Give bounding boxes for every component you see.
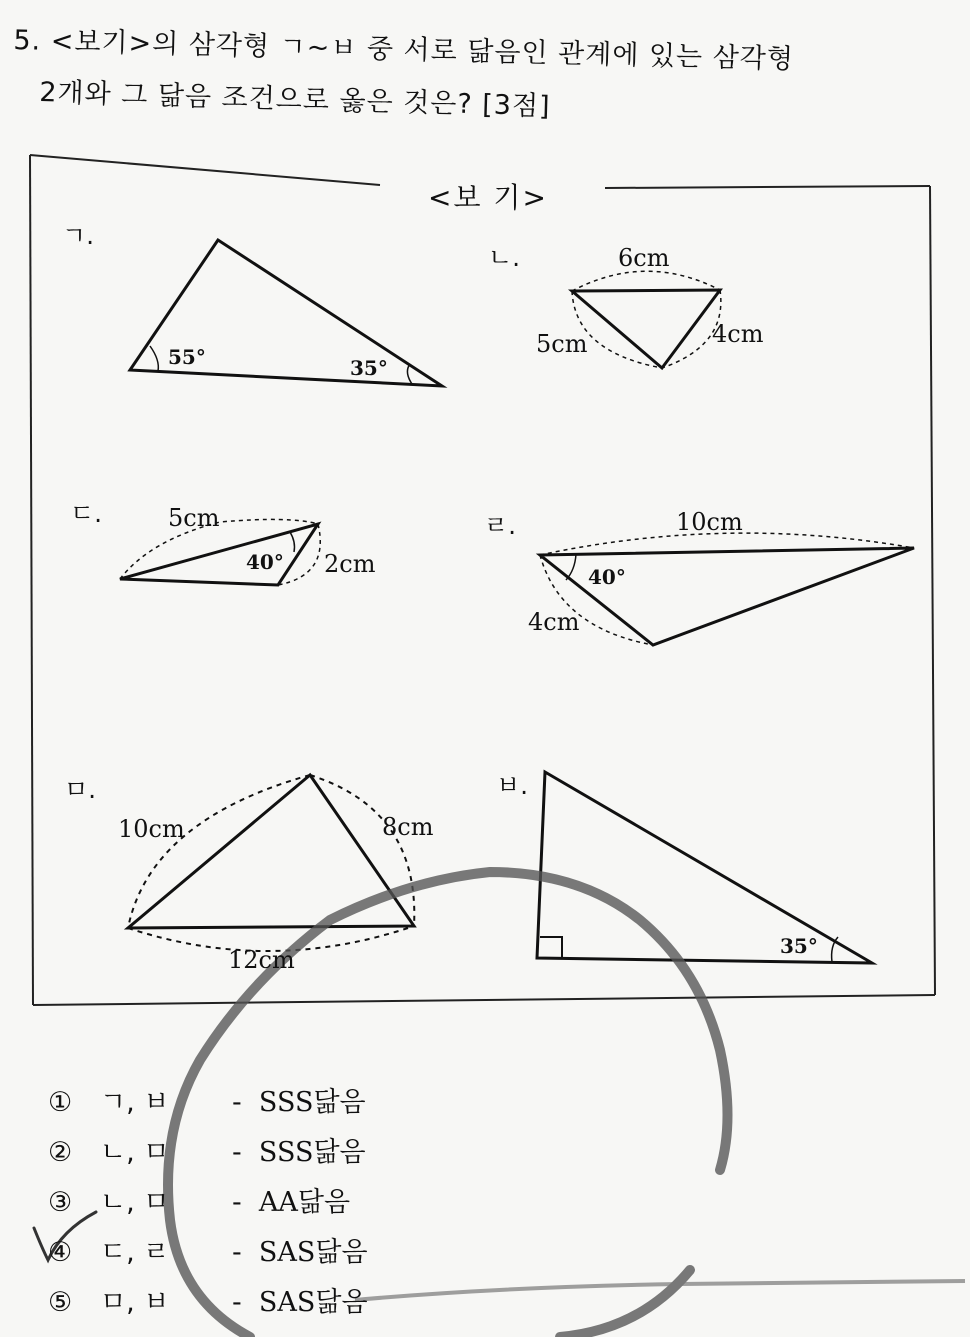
answer-choice-5[interactable] [48, 1280, 368, 1319]
side-label-10cm-mieum: 10cm [118, 815, 185, 843]
choice-criterion-kr: 닮음 [315, 1287, 368, 1318]
choice-criterion: SSS [258, 1087, 314, 1118]
choice-criterion: SSS [258, 1137, 314, 1168]
choice-pair: ㄱ, ㅂ [100, 1087, 170, 1118]
choice-criterion: SAS [258, 1237, 316, 1268]
choice-separator: - [232, 1237, 242, 1268]
choice-pair: ㅁ, ㅂ [100, 1287, 170, 1318]
answer-choice-1[interactable] [48, 1080, 366, 1119]
choice-number: ④ [48, 1237, 73, 1268]
figure-label-na: ㄴ. [488, 243, 521, 272]
choice-pair: ㄷ, ㄹ [100, 1237, 170, 1268]
triangle-da [120, 519, 320, 585]
question-line-2: 2개와 그 닮음 조건으로 옳은 것은? [3점] [38, 76, 552, 123]
choice-pair: ㄴ, ㅁ [100, 1187, 170, 1218]
answer-choice-2[interactable] [48, 1130, 366, 1169]
choice-separator: - [232, 1187, 242, 1218]
side-label-4cm-ra: 4cm [528, 608, 580, 636]
choice-criterion-kr: 닮음 [313, 1137, 366, 1168]
answer-choice-3[interactable] [48, 1180, 350, 1219]
triangle-bieup [537, 772, 872, 963]
side-label-12cm: 12cm [228, 946, 295, 974]
figure-label-ga: ㄱ. [62, 221, 95, 250]
figure-label-ra: ㄹ. [484, 511, 517, 540]
question-line-1: 5. <보기>의 삼각형 ㄱ~ㅂ 중 서로 닮음인 관계에 있는 삼각형 [13, 24, 795, 76]
triangle-na [572, 271, 721, 368]
figure-label-da: ㄷ. [70, 499, 103, 528]
choice-criterion-kr: 닮음 [313, 1087, 366, 1118]
side-label-5cm: 5cm [536, 330, 588, 358]
choice-criterion-kr: 닮음 [297, 1187, 351, 1218]
side-label-10cm-ra: 10cm [676, 508, 743, 536]
choice-number: ⑤ [48, 1287, 73, 1318]
angle-label-40-ra: 40° [588, 565, 626, 589]
choice-criterion: SAS [258, 1287, 316, 1318]
side-label-4cm: 4cm [712, 320, 764, 348]
choice-separator: - [232, 1137, 242, 1168]
choice-separator: - [232, 1287, 242, 1318]
choice-criterion-kr: 닮음 [315, 1237, 368, 1268]
choice-separator: - [232, 1087, 242, 1118]
angle-label-35-bieup: 35° [780, 934, 818, 958]
choice-number: ① [48, 1087, 73, 1118]
figure-label-mieum: ㅁ. [64, 775, 97, 804]
angle-label-35: 35° [350, 356, 388, 380]
choice-pair: ㄴ, ㅁ [100, 1137, 170, 1168]
side-label-5cm-da: 5cm [168, 504, 220, 532]
angle-label-40-da: 40° [246, 550, 284, 574]
angle-label-55: 55° [168, 345, 206, 369]
side-label-2cm: 2cm [324, 550, 376, 578]
answer-choice-4[interactable] [48, 1230, 368, 1269]
choice-number: ③ [48, 1187, 73, 1218]
choice-criterion: AA [258, 1187, 298, 1218]
figure-label-bieup: ㅂ. [496, 771, 529, 800]
example-box-title: <보 기> [420, 176, 556, 216]
choice-number: ② [48, 1137, 73, 1168]
side-label-6cm: 6cm [618, 244, 670, 272]
side-label-8cm: 8cm [382, 813, 434, 841]
triangle-mieum [128, 775, 414, 951]
triangle-ra [540, 533, 914, 645]
